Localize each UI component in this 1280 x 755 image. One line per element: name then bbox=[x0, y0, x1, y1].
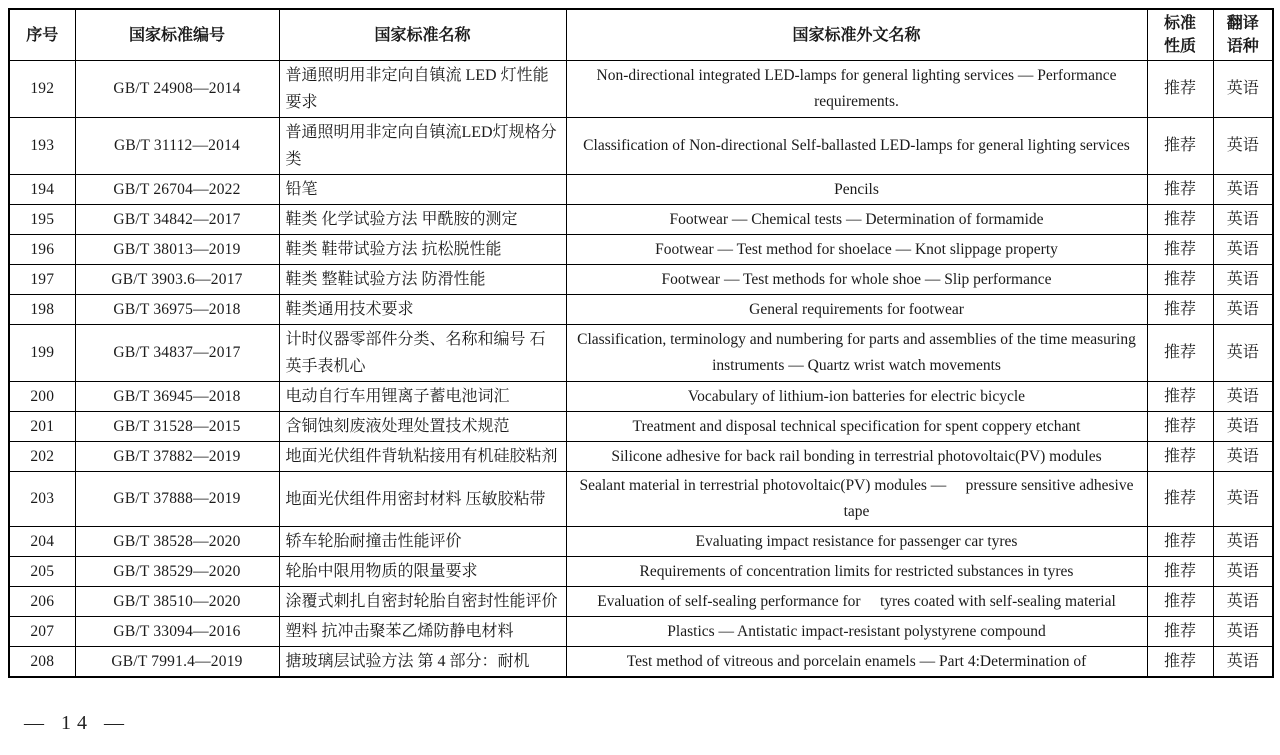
cell-language: 英语 bbox=[1213, 175, 1273, 205]
cell-name-zh: 含铜蚀刻废液处理处置技术规范 bbox=[279, 412, 566, 442]
cell-nature: 推荐 bbox=[1147, 61, 1213, 118]
header-row bbox=[9, 9, 1273, 61]
cell-code: GB/T 33094—2016 bbox=[75, 617, 279, 647]
header-name-zh-label: 国家标准名称 bbox=[374, 26, 471, 44]
cell-no: 201 bbox=[9, 412, 75, 442]
header-code-label: 国家标准编号 bbox=[128, 26, 225, 44]
cell-name-zh: 鞋类 鞋带试验方法 抗松脱性能 bbox=[279, 235, 566, 265]
table-row bbox=[9, 442, 1273, 472]
cell-no: 203 bbox=[9, 472, 75, 527]
cell-name-en: Classification, terminology and numbering for parts and assemblies of the time measuring instruments — Quartz wrist watch movements bbox=[566, 325, 1147, 382]
cell-nature: 推荐 bbox=[1147, 617, 1213, 647]
cell-no: 207 bbox=[9, 617, 75, 647]
cell-name-en: Pencils bbox=[566, 175, 1147, 205]
cell-language: 英语 bbox=[1213, 382, 1273, 412]
cell-name-en: Test method of vitreous and porcelain enamels — Part 4:Determination of bbox=[566, 647, 1147, 678]
cell-name-en: General requirements for footwear bbox=[566, 295, 1147, 325]
cell-nature: 推荐 bbox=[1147, 557, 1213, 587]
cell-nature: 推荐 bbox=[1147, 118, 1213, 175]
cell-code: GB/T 37888—2019 bbox=[75, 472, 279, 527]
cell-language: 英语 bbox=[1213, 472, 1273, 527]
cell-code: GB/T 26704—2022 bbox=[75, 175, 279, 205]
header-no bbox=[9, 9, 75, 61]
cell-language: 英语 bbox=[1213, 61, 1273, 118]
cell-language: 英语 bbox=[1213, 412, 1273, 442]
cell-code: GB/T 3903.6—2017 bbox=[75, 265, 279, 295]
cell-name-zh: 普通照明用非定向自镇流LED灯规格分类 bbox=[279, 118, 566, 175]
cell-nature: 推荐 bbox=[1147, 527, 1213, 557]
cell-code: GB/T 31528—2015 bbox=[75, 412, 279, 442]
cell-name-en: Footwear — Test method for shoelace — Knot slippage property bbox=[566, 235, 1147, 265]
table-row bbox=[9, 647, 1273, 678]
table-row bbox=[9, 295, 1273, 325]
cell-code: GB/T 38529—2020 bbox=[75, 557, 279, 587]
cell-name-zh: 涂覆式刺扎自密封轮胎自密封性能评价 bbox=[279, 587, 566, 617]
cell-name-en: Silicone adhesive for back rail bonding in terrestrial photovoltaic(PV) modules bbox=[566, 442, 1147, 472]
cell-language: 英语 bbox=[1213, 442, 1273, 472]
cell-code: GB/T 31112—2014 bbox=[75, 118, 279, 175]
table-row bbox=[9, 527, 1273, 557]
cell-language: 英语 bbox=[1213, 265, 1273, 295]
table-row bbox=[9, 325, 1273, 382]
cell-name-en: Classification of Non-directional Self-ballasted LED-lamps for general lighting services bbox=[566, 118, 1147, 175]
cell-name-en: Evaluation of self-sealing performance for tyres coated with self-sealing material bbox=[566, 587, 1147, 617]
table-row bbox=[9, 265, 1273, 295]
cell-no: 195 bbox=[9, 205, 75, 235]
cell-code: GB/T 38528—2020 bbox=[75, 527, 279, 557]
cell-code: GB/T 36975—2018 bbox=[75, 295, 279, 325]
table-row bbox=[9, 557, 1273, 587]
header-nature-line1: 标准 bbox=[1163, 15, 1196, 32]
cell-language: 英语 bbox=[1213, 617, 1273, 647]
cell-code: GB/T 24908—2014 bbox=[75, 61, 279, 118]
header-code bbox=[75, 9, 279, 61]
cell-name-en: Non-directional integrated LED-lamps for general lighting services — Performance requirements. bbox=[566, 61, 1147, 118]
cell-name-en: Plastics — Antistatic impact-resistant polystyrene compound bbox=[566, 617, 1147, 647]
cell-language: 英语 bbox=[1213, 325, 1273, 382]
cell-language: 英语 bbox=[1213, 557, 1273, 587]
cell-no: 198 bbox=[9, 295, 75, 325]
table-row bbox=[9, 617, 1273, 647]
header-name-zh bbox=[279, 9, 566, 61]
cell-no: 204 bbox=[9, 527, 75, 557]
cell-nature: 推荐 bbox=[1147, 382, 1213, 412]
header-language-line1: 翻译 bbox=[1226, 15, 1259, 32]
cell-nature: 推荐 bbox=[1147, 295, 1213, 325]
cell-name-zh: 地面光伏组件用密封材料 压敏胶粘带 bbox=[279, 472, 566, 527]
table-row bbox=[9, 587, 1273, 617]
cell-nature: 推荐 bbox=[1147, 235, 1213, 265]
header-language bbox=[1213, 9, 1273, 61]
header-nature bbox=[1147, 9, 1213, 61]
header-name-en-label: 国家标准外文名称 bbox=[792, 26, 921, 44]
cell-name-en: Footwear — Chemical tests — Determination of formamide bbox=[566, 205, 1147, 235]
standards-table bbox=[8, 8, 1274, 678]
table-header bbox=[9, 9, 1273, 61]
cell-no: 193 bbox=[9, 118, 75, 175]
cell-name-zh: 鞋类 整鞋试验方法 防滑性能 bbox=[279, 265, 566, 295]
table-row bbox=[9, 472, 1273, 527]
cell-nature: 推荐 bbox=[1147, 442, 1213, 472]
header-language-line2: 语种 bbox=[1226, 38, 1259, 55]
cell-no: 197 bbox=[9, 265, 75, 295]
cell-no: 208 bbox=[9, 647, 75, 678]
cell-nature: 推荐 bbox=[1147, 647, 1213, 678]
cell-no: 206 bbox=[9, 587, 75, 617]
table-body bbox=[9, 61, 1273, 678]
table-row bbox=[9, 175, 1273, 205]
cell-name-zh: 鞋类通用技术要求 bbox=[279, 295, 566, 325]
cell-name-zh: 普通照明用非定向自镇流 LED 灯性能要求 bbox=[279, 61, 566, 118]
cell-name-en: Evaluating impact resistance for passenger car tyres bbox=[566, 527, 1147, 557]
cell-code: GB/T 34837—2017 bbox=[75, 325, 279, 382]
cell-nature: 推荐 bbox=[1147, 265, 1213, 295]
cell-name-zh: 鞋类 化学试验方法 甲酰胺的测定 bbox=[279, 205, 566, 235]
cell-no: 199 bbox=[9, 325, 75, 382]
cell-language: 英语 bbox=[1213, 647, 1273, 678]
header-no-label: 序号 bbox=[26, 26, 59, 44]
cell-code: GB/T 37882—2019 bbox=[75, 442, 279, 472]
cell-name-en: Footwear — Test methods for whole shoe — Slip performance bbox=[566, 265, 1147, 295]
header-name-en bbox=[566, 9, 1147, 61]
cell-no: 200 bbox=[9, 382, 75, 412]
cell-no: 194 bbox=[9, 175, 75, 205]
cell-name-zh: 铅笔 bbox=[279, 175, 566, 205]
cell-nature: 推荐 bbox=[1147, 325, 1213, 382]
header-nature-line2: 性质 bbox=[1163, 38, 1196, 55]
table-row bbox=[9, 412, 1273, 442]
cell-name-en: Treatment and disposal technical specification for spent coppery etchant bbox=[566, 412, 1147, 442]
cell-language: 英语 bbox=[1213, 295, 1273, 325]
cell-name-en: Sealant material in terrestrial photovoltaic(PV) modules — pressure sensitive adhesive tape bbox=[566, 472, 1147, 527]
table-row bbox=[9, 118, 1273, 175]
cell-no: 192 bbox=[9, 61, 75, 118]
table-row bbox=[9, 235, 1273, 265]
cell-code: GB/T 34842—2017 bbox=[75, 205, 279, 235]
cell-code: GB/T 36945—2018 bbox=[75, 382, 279, 412]
cell-language: 英语 bbox=[1213, 587, 1273, 617]
cell-name-zh: 轮胎中限用物质的限量要求 bbox=[279, 557, 566, 587]
table-row bbox=[9, 205, 1273, 235]
cell-code: GB/T 38510—2020 bbox=[75, 587, 279, 617]
cell-language: 英语 bbox=[1213, 235, 1273, 265]
cell-name-zh: 轿车轮胎耐撞击性能评价 bbox=[279, 527, 566, 557]
cell-language: 英语 bbox=[1213, 118, 1273, 175]
cell-name-zh: 塑料 抗冲击聚苯乙烯防静电材料 bbox=[279, 617, 566, 647]
cell-nature: 推荐 bbox=[1147, 412, 1213, 442]
cell-language: 英语 bbox=[1213, 527, 1273, 557]
cell-no: 196 bbox=[9, 235, 75, 265]
table-row bbox=[9, 61, 1273, 118]
cell-nature: 推荐 bbox=[1147, 472, 1213, 527]
cell-name-zh: 搪玻璃层试验方法 第 4 部分：耐机 bbox=[279, 647, 566, 678]
table-row bbox=[9, 382, 1273, 412]
page-number: — 14 — bbox=[24, 712, 130, 734]
cell-no: 202 bbox=[9, 442, 75, 472]
cell-name-en: Vocabulary of lithium-ion batteries for electric bicycle bbox=[566, 382, 1147, 412]
cell-code: GB/T 38013—2019 bbox=[75, 235, 279, 265]
cell-name-zh: 计时仪器零部件分类、名称和编号 石英手表机心 bbox=[279, 325, 566, 382]
cell-name-zh: 电动自行车用锂离子蓄电池词汇 bbox=[279, 382, 566, 412]
cell-name-en: Requirements of concentration limits for restricted substances in tyres bbox=[566, 557, 1147, 587]
cell-no: 205 bbox=[9, 557, 75, 587]
cell-code: GB/T 7991.4—2019 bbox=[75, 647, 279, 678]
cell-nature: 推荐 bbox=[1147, 175, 1213, 205]
cell-nature: 推荐 bbox=[1147, 587, 1213, 617]
cell-nature: 推荐 bbox=[1147, 205, 1213, 235]
cell-language: 英语 bbox=[1213, 205, 1273, 235]
cell-name-zh: 地面光伏组件背轨粘接用有机硅胶粘剂 bbox=[279, 442, 566, 472]
